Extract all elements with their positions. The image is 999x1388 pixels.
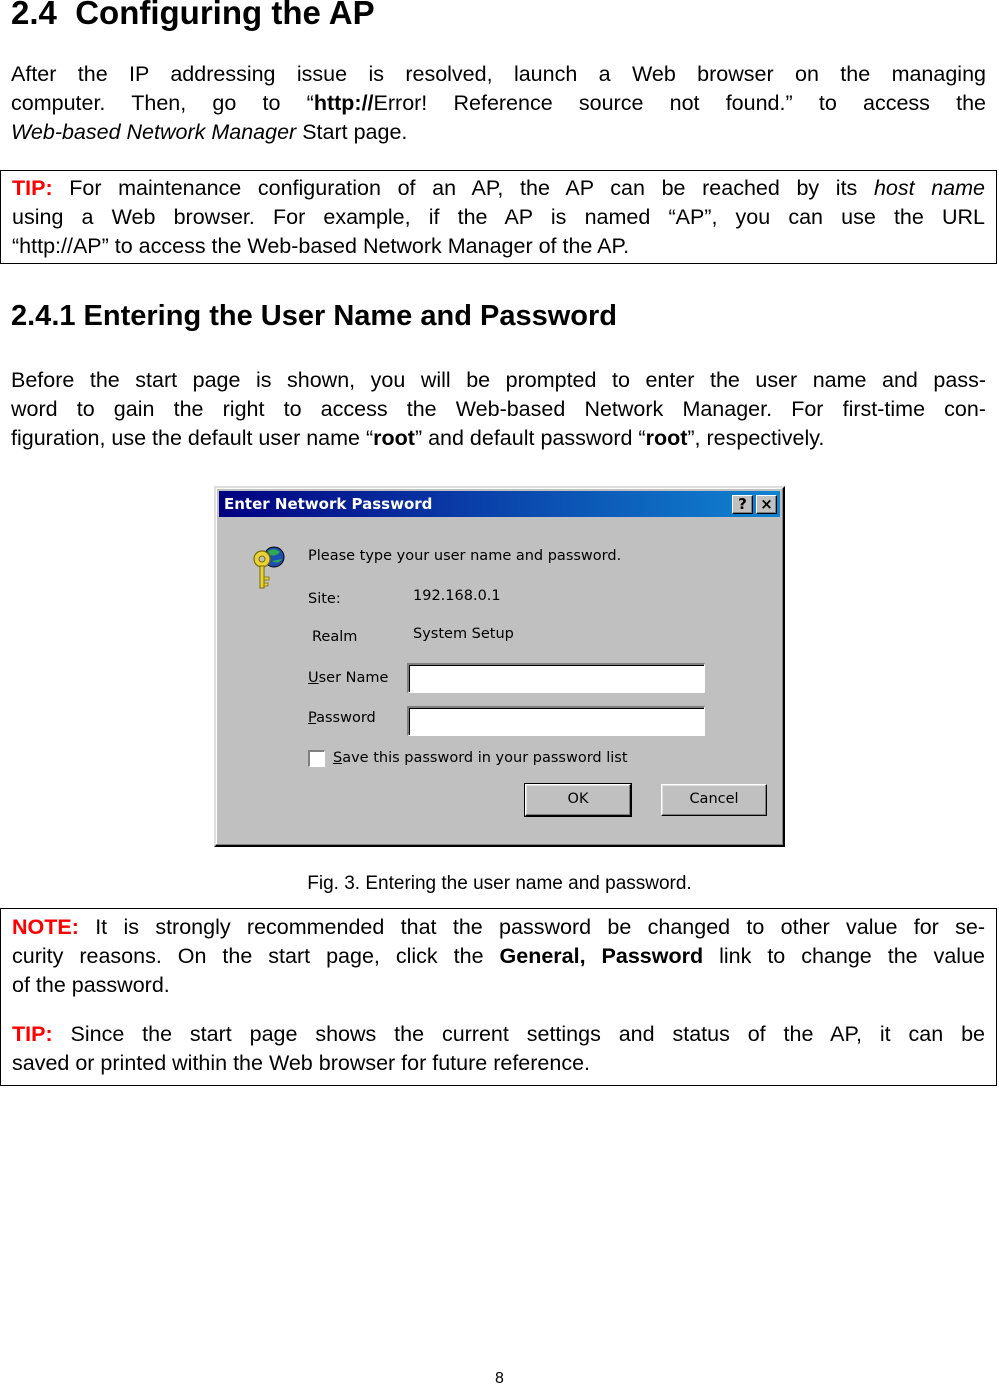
tip1-line-1: TIP: For maintenance configuration of an AP, the AP can be reached by its host name [12, 176, 985, 200]
site-label: Site: [308, 591, 341, 607]
note-spacer [12, 1000, 985, 1020]
tip1-line-2: using a Web browser. For example, if the AP is named “AP”, you can use the URL [12, 205, 985, 229]
note-line-2: curity reasons. On the start page, click the General, Password link to change the value [12, 944, 985, 968]
ok-button[interactable]: OK [525, 784, 631, 816]
password-label: Password [308, 710, 376, 726]
default-username: root [373, 426, 415, 450]
manager-name: Web-based Network Manager [11, 120, 297, 144]
note-label: NOTE: [12, 915, 79, 939]
page-number: 8 [495, 1370, 504, 1387]
body-paragraph [11, 366, 986, 453]
tip2-line-1: TIP: Since the start page shows the current settings and status of the AP, it can be [12, 1022, 985, 1046]
tip2-line-2: saved or printed within the Web browser for future reference. [12, 1051, 591, 1075]
note-line-1: NOTE: It is strongly recommended that the password be changed to other value for se- [12, 915, 985, 939]
body-line-2: word to gain the right to access the Web-based Network Manager. For first-time con- [11, 397, 986, 421]
body-line-1: Before the start page is shown, you will be prompted to enter the user name and pass- [11, 368, 986, 392]
dialog-prompt: Please type your user name and password. [308, 548, 622, 564]
tip2-label: TIP: [12, 1022, 53, 1046]
section-number: 2.4 [11, 0, 57, 31]
help-button[interactable]: ? [732, 495, 753, 514]
default-password: root [645, 426, 688, 450]
network-password-dialog [214, 486, 785, 847]
figure-caption: Fig. 3. Entering the user name and password. [307, 873, 692, 894]
realm-label: Realm [312, 629, 358, 645]
site-value: 192.168.0.1 [413, 588, 501, 604]
save-password-checkbox[interactable] [308, 750, 325, 767]
tip-box-1 [0, 170, 997, 264]
body-line-3: figuration, use the default user name “root” and default password “root”, respectively. [11, 426, 825, 450]
realm-value: System Setup [413, 626, 514, 642]
section-title: Configuring the AP [75, 0, 375, 31]
tip1-line-3: “http://AP” to access the Web-based Network Manager of the AP. [12, 234, 630, 258]
close-button[interactable]: × [756, 495, 777, 514]
intro-line-3: Web-based Network Manager Start page. [11, 120, 408, 144]
section-heading [11, 0, 375, 32]
dialog-title-bar [219, 491, 780, 517]
subsection-heading: 2.4.1 Entering the User Name and Password [11, 300, 617, 332]
dialog-title: Enter Network Password [224, 495, 433, 513]
save-password-label: Save this password in your password list [333, 750, 628, 766]
intro-paragraph [11, 60, 986, 147]
cancel-button[interactable]: Cancel [661, 784, 767, 816]
intro-line-2: computer. Then, go to “http://Error! Reference source not found.” to access the [11, 91, 986, 115]
note-line-3: of the password. [12, 973, 170, 997]
intro-line-1: After the IP addressing issue is resolved, launch a Web browser on the managing [11, 62, 986, 86]
password-field[interactable] [407, 706, 705, 736]
url-prefix: http:// [313, 91, 374, 115]
tip-label: TIP: [12, 176, 53, 200]
username-label: User Name [308, 670, 389, 686]
username-field[interactable] [407, 663, 705, 693]
note-box [0, 908, 997, 1086]
keys-icon [248, 543, 298, 593]
general-password-link-text: General, Password [499, 944, 704, 968]
